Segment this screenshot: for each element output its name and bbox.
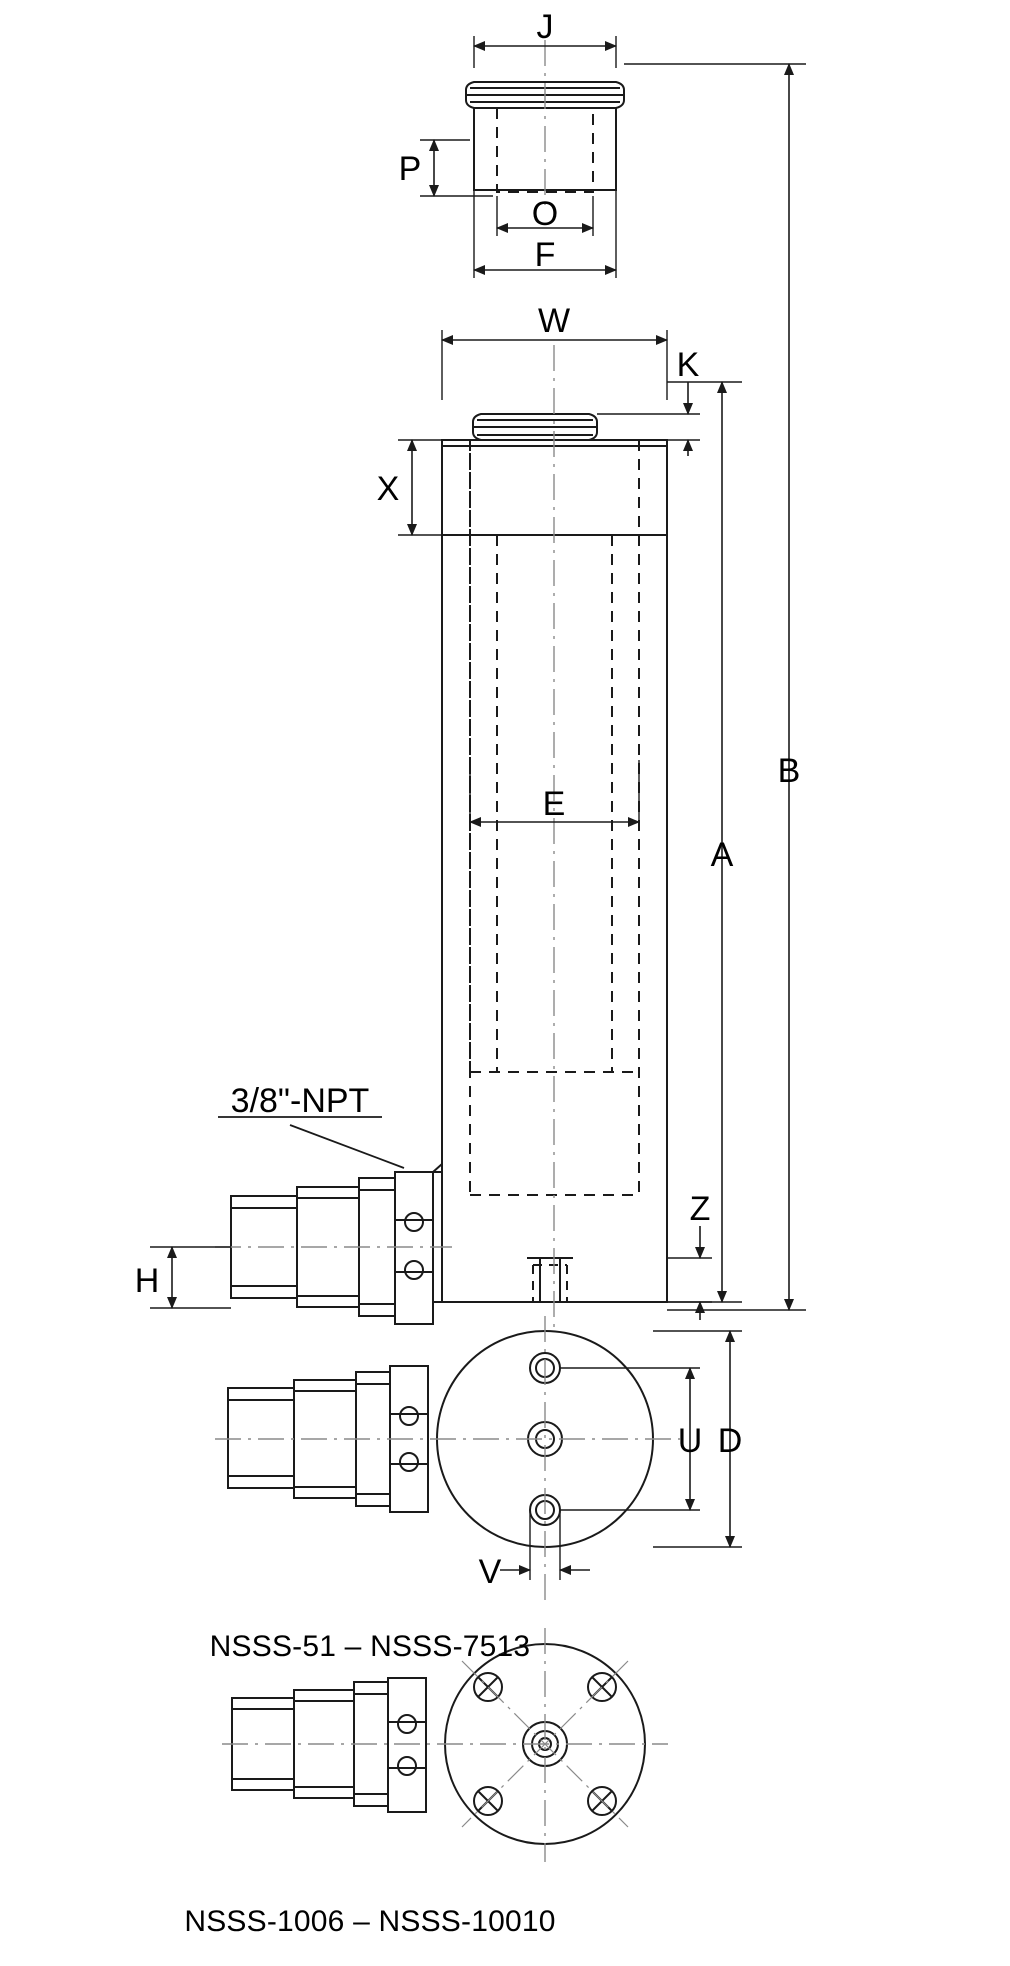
caption-series-2: NSSS-1006 – NSSS-10010: [184, 1905, 556, 1938]
label-X: X: [376, 470, 400, 508]
label-A: A: [710, 836, 734, 874]
label-K: K: [676, 346, 700, 384]
caption-series-1: NSSS-51 – NSSS-7513: [209, 1630, 531, 1663]
label-U: U: [677, 1422, 703, 1460]
label-E: E: [542, 785, 566, 823]
label-F: F: [534, 236, 556, 274]
plunger-top-view: [466, 40, 624, 205]
bottom-view-small: [215, 1316, 680, 1600]
dimension-K: [597, 382, 700, 456]
dimension-Z: [667, 1226, 712, 1320]
label-Z: Z: [689, 1190, 711, 1228]
dimension-P: [420, 140, 493, 196]
label-O: O: [531, 195, 559, 233]
cylinder-side-view: [215, 345, 667, 1330]
label-P: P: [398, 150, 422, 188]
dimension-B: [624, 64, 806, 1310]
label-D: D: [717, 1422, 743, 1460]
dimension-H: [150, 1247, 231, 1308]
label-H: H: [134, 1262, 160, 1300]
label-V: V: [478, 1553, 502, 1591]
quick-coupler-assembly: [215, 1164, 452, 1324]
dimension-X: [398, 440, 470, 535]
label-J: J: [536, 8, 554, 46]
label-B: B: [777, 752, 801, 790]
label-W: W: [537, 302, 571, 340]
label-npt-port: 3/8"-NPT: [230, 1082, 370, 1120]
